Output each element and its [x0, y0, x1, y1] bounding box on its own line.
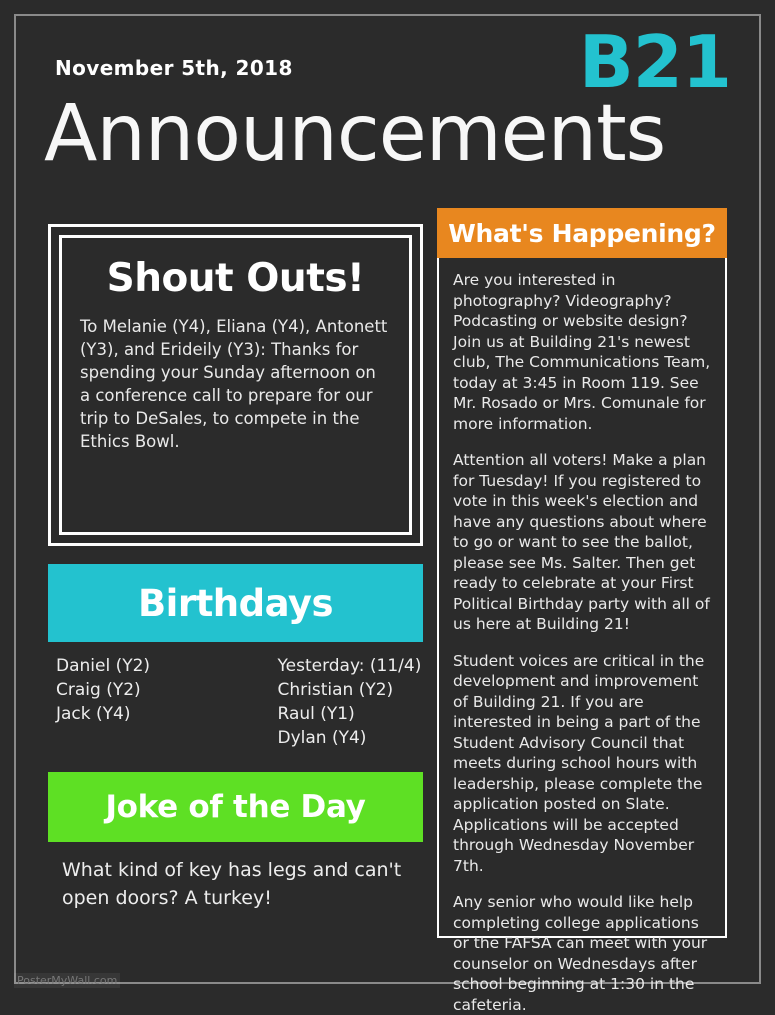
list-item: Yesterday: (11/4) — [277, 656, 422, 676]
shoutouts-text: To Melanie (Y4), Eliana (Y4), Antonett (Y3), and Erideily (Y3): Thanks for spending your Sunday afternoon on a conference call to prepare for our trip to DeSales, to compete in the Ethics Bowl. — [80, 317, 388, 451]
birthdays-yesterday-list — [240, 654, 424, 750]
list-item: Jack (Y4) — [56, 704, 131, 724]
shoutouts-title: Shout Outs! — [106, 256, 365, 301]
list-item: Raul (Y1) — [277, 704, 355, 724]
joke-text: What kind of key has legs and can't open doors? A turkey! — [62, 859, 402, 909]
joke-banner-label: Joke of the Day — [105, 789, 366, 825]
announcement-paragraph: Are you interested in photography? Videography? Podcasting or website design? Join us at Building 21's newest club, The Communications Team, today at 3:45 in Room 119. See Mr. Rosado or Mrs. Comunale for more information. — [453, 271, 711, 433]
list-item: Dylan (Y4) — [277, 728, 367, 748]
birthdays-banner-label: Birthdays — [137, 581, 334, 625]
announcement-paragraph: Any senior who would like help completing college applications or the FAFSA can meet with your counselor on Wednesdays after school beginning at 1:30 in the cafeteria. — [453, 893, 708, 1014]
left-column — [48, 224, 423, 912]
whats-happening-banner — [437, 208, 727, 258]
building-code: B21 — [578, 20, 731, 104]
list-item: Christian (Y2) — [277, 680, 394, 700]
whats-happening-section — [437, 208, 727, 1014]
announcement-paragraph: Attention all voters! Make a plan for Tuesday! If you registered to vote in this week's election and have any questions about where to go or want to see the ballot, please see Ms. Salter. Then get ready to celebrate at your First Political Birthday party with all of us here at Building 21! — [453, 451, 710, 633]
list-item: Daniel (Y2) — [56, 656, 151, 676]
page-title: Announcements — [44, 89, 666, 179]
whats-happening-body — [437, 258, 727, 1014]
whats-happening-banner-label: What's Happening? — [448, 218, 716, 248]
announcement-paragraph: Student voices are critical in the development and improvement of Building 21. If you are interested in being a part of the Student Advisory Council that meets during school hours with leadership, please complete the application posted on Slate. Applications will be accepted through Wednesday November 7th. — [453, 651, 705, 875]
birthdays-lists — [48, 654, 423, 750]
list-item: Craig (Y2) — [56, 680, 141, 700]
shoutouts-inner-frame — [59, 235, 412, 535]
poster-date: November 5th, 2018 — [55, 56, 293, 80]
poster-header — [0, 0, 775, 200]
watermark: PosterMyWall.com — [14, 973, 120, 988]
birthdays-banner — [48, 564, 423, 642]
shoutouts-section — [48, 224, 423, 546]
birthdays-today-list — [56, 654, 240, 750]
joke-banner — [48, 772, 423, 842]
